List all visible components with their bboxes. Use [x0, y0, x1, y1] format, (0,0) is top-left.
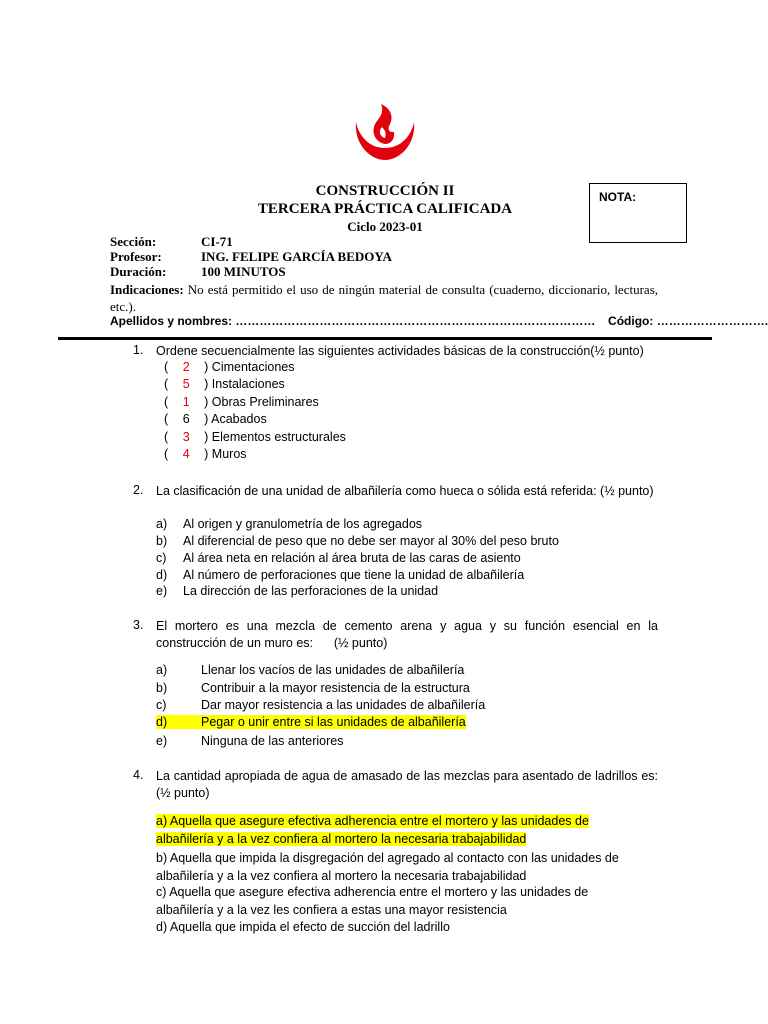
q1-item-paren: ( — [164, 377, 169, 391]
q1-item-label: ) Elementos estructurales — [204, 430, 346, 444]
q1-item-answer: 1 — [182, 395, 190, 409]
q3-option-letter: b) — [156, 681, 168, 695]
section-value: CI-71 — [201, 234, 233, 249]
q2-option-letter: b) — [156, 534, 168, 548]
header-divider — [58, 337, 712, 340]
q4-correct-highlight: albañilería y a la vez confiera al mortero la necesaria trabajabilidad — [156, 832, 527, 846]
q2-number: 2. — [133, 483, 144, 497]
q3-option-text: Pegar o unir entre si las unidades de albañilería — [201, 715, 466, 729]
q2-option-text: Al número de perforaciones que tiene la unidad de albañilería — [183, 568, 525, 582]
q3-option-letter: a) — [156, 663, 168, 677]
q1-item-answer: 6 — [182, 412, 190, 426]
q3-option — [156, 681, 470, 695]
cycle-label: Ciclo 2023-01 — [347, 219, 423, 234]
q3-option-letter: d) — [156, 715, 168, 729]
q3-correct-highlight — [156, 715, 466, 729]
q1-item — [164, 395, 319, 409]
instructions — [110, 281, 658, 315]
exam-title: TERCERA PRÁCTICA CALIFICADA — [257, 201, 513, 217]
q3-number: 3. — [133, 618, 144, 632]
q2-option-letter: a) — [156, 517, 168, 531]
q3-option-correct — [156, 715, 466, 729]
duration-value: 100 MINUTOS — [201, 264, 286, 279]
q1-item — [164, 360, 295, 374]
q4-correct-highlight: a) Aquella que asegure efectiva adherencia entre el mortero y las unidades de — [156, 814, 589, 828]
q2-option — [156, 534, 559, 548]
q2-option — [156, 517, 422, 531]
q1-item — [164, 377, 285, 391]
q2-option — [156, 551, 521, 565]
course-title: CONSTRUCCIÓN II — [315, 183, 455, 199]
q2-text: La clasificación de una unidad de albañilería como hueca o sólida está referida: (½ punto) — [156, 484, 654, 498]
q1-text: Ordene secuencialmente las siguientes actividades básicas de la construcción(½ punto) — [156, 344, 644, 358]
q1-item — [164, 447, 247, 461]
q1-item — [164, 412, 267, 426]
q1-item-answer: 4 — [182, 447, 190, 461]
q1-item-paren: ( — [164, 395, 169, 409]
q1-item-label: ) Instalaciones — [204, 377, 285, 391]
professor-label: Profesor: — [110, 249, 162, 264]
q2-option-letter: d) — [156, 568, 168, 582]
q1-item — [164, 430, 346, 444]
q1-item-paren: ( — [164, 412, 169, 426]
q1-item-label: ) Cimentaciones — [204, 360, 295, 374]
q2-option — [156, 568, 524, 582]
professor-value: ING. FELIPE GARCÍA BEDOYA — [201, 249, 392, 264]
q2-option — [156, 584, 438, 598]
q4-option-a-line2 — [156, 830, 526, 848]
q1-item-answer: 3 — [182, 430, 190, 444]
q1-item-paren: ( — [164, 430, 169, 444]
q4-text: La cantidad apropiada de agua de amasado de las mezclas para asentado de ladrillos es: (½ punto) — [156, 769, 683, 800]
duration-label: Duración: — [110, 264, 167, 279]
q3-option-text: Contribuir a la mayor resistencia de la estructura — [201, 681, 470, 695]
q4-number: 4. — [133, 768, 144, 782]
q3-option-text: Ninguna de las anteriores — [201, 734, 344, 748]
code-field-label: Código: ………………………. — [608, 314, 768, 328]
q2-option-text: Al diferencial de peso que no debe ser mayor al 30% del peso bruto — [183, 534, 559, 548]
logo-flame — [374, 104, 395, 144]
q2-option-text: Al origen y granulometría de los agregados — [183, 517, 423, 531]
q3-option — [156, 734, 343, 748]
q1-number: 1. — [133, 343, 144, 357]
q3-option — [156, 663, 464, 677]
grade-box — [589, 183, 687, 243]
university-logo — [350, 100, 420, 162]
q2-option-text: La dirección de las perforaciones de la unidad — [183, 584, 439, 598]
q1-item-label: ) Acabados — [204, 412, 267, 426]
q4-option-b: b) Aquella que impida la disgregación del agregado al contacto con las unidades de albañilería y a la vez confiera al mortero la necesaria trabajabilidad — [156, 851, 619, 883]
q4-option-a-line1 — [156, 812, 589, 830]
q1-item-answer: 5 — [182, 377, 190, 391]
q3-option-text: Dar mayor resistencia a las unidades de albañilería — [201, 698, 486, 712]
q3-option-letter: e) — [156, 734, 168, 748]
q2-option-letter: c) — [156, 551, 167, 565]
q1-item-answer: 2 — [182, 360, 190, 374]
name-field-label: Apellidos y nombres: ……………………………………………………………………………… — [110, 314, 596, 328]
q1-item-label: ) Muros — [204, 447, 247, 461]
q4-option-c: c) Aquella que asegure efectiva adherencia entre el mortero y las unidades de albañilería y a la vez les confiera a estas una mayor resistencia — [156, 885, 589, 917]
q2-option-text: Al área neta en relación al área bruta de las caras de asiento — [183, 551, 521, 565]
q4-option-d: d) Aquella que impida el efecto de succión del ladrillo — [156, 920, 450, 934]
grade-label: NOTA: — [599, 190, 637, 204]
q1-item-paren: ( — [164, 447, 169, 461]
q3-option-letter: c) — [156, 698, 167, 712]
q1-item-label: ) Obras Preliminares — [204, 395, 319, 409]
q3-option — [156, 698, 485, 712]
student-info-line — [110, 314, 768, 328]
q2-option-letter: e) — [156, 584, 168, 598]
instructions-label: Indicaciones: — [110, 282, 184, 297]
q3-text: El mortero es una mezcla de cemento arena y agua y su función esencial en la construcción de un muro es: (½ punto) — [156, 619, 662, 650]
q1-item-paren: ( — [164, 360, 169, 374]
instructions-text: No está permitido el uso de ningún material de consulta (cuaderno, diccionario, lecturas, etc.). — [110, 282, 658, 314]
section-label: Sección: — [110, 234, 157, 249]
q3-option-text: Llenar los vacíos de las unidades de albañilería — [201, 663, 465, 677]
